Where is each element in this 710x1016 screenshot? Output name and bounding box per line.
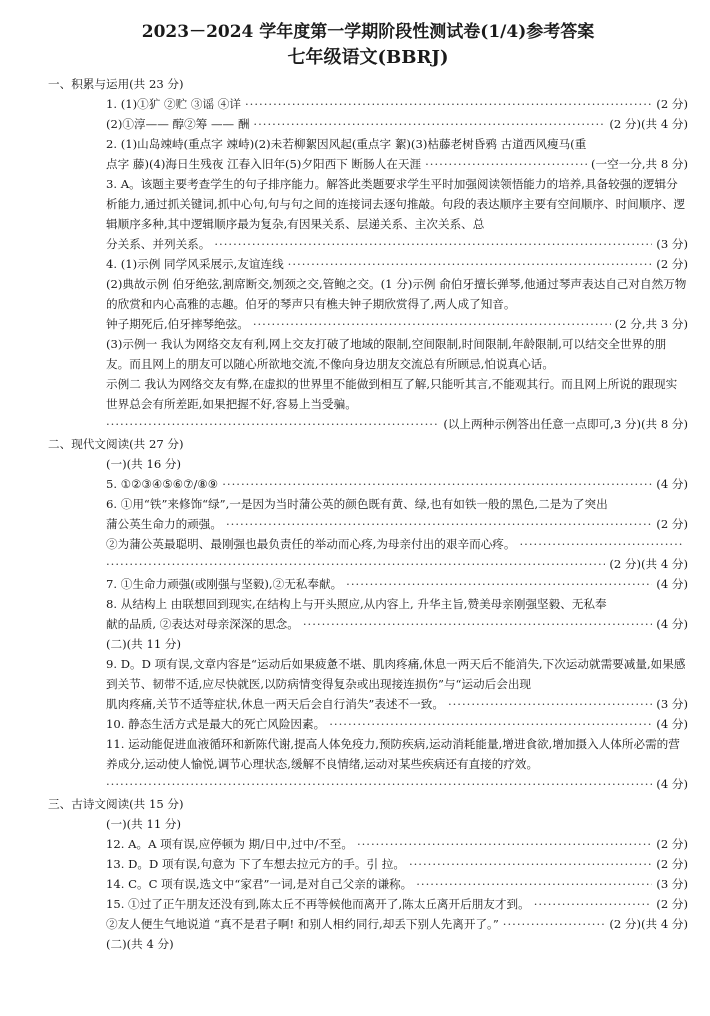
answer-q2-line1: 2. (1)山岛竦峙(重点字 竦峙)(2)未若柳絮因风起(重点字 絮)(3)枯藤老树昏鸦 古道西风瘦马(重	[106, 137, 587, 151]
answer-q9-text: 9. D。D 项有误,文章内容是“运动后如果疲惫不堪、肌肉疼痛,休息一两天后不能消失,下次运动就需要减量,如果感到关节、韧带不适,应尽快就医,以防病情变得复杂或出现接连损伤”与“运动后会出现	[106, 657, 686, 691]
answer-text: 1. (1)①犷 ②贮 ③谣 ④详	[106, 97, 241, 111]
answer-text: ②友人便生气地说道 “真不是君子啊! 和别人相约同行,却丢下别人先离开了。”	[106, 917, 499, 931]
section-heading-1: 一、积累与运用(共 23 分)	[48, 77, 184, 91]
answer-text: 4. (1)示例 同学风采展示,友谊连线	[106, 257, 284, 271]
score-label: (2 分)(共 4 分)	[609, 557, 688, 571]
score-label: (2 分)	[656, 257, 688, 271]
answer-q3-last	[106, 234, 688, 254]
leader-dots	[222, 474, 652, 494]
leader-dots	[534, 894, 653, 914]
answer-q15-part2	[106, 914, 688, 934]
answer-q1-part1	[106, 94, 688, 114]
score-label: (4 分)	[656, 477, 688, 491]
leader-dots	[226, 514, 652, 534]
score-label: (3 分)	[656, 237, 688, 251]
answer-q5	[106, 474, 688, 494]
score-label: (3 分)	[656, 877, 688, 891]
answer-q4-part2-last	[106, 314, 688, 334]
answer-q9-last	[106, 694, 688, 714]
answer-text: 蒲公英生命力的顽强。	[106, 517, 222, 531]
section-heading-2: 二、现代文阅读(共 27 分)	[48, 437, 184, 451]
section-heading-3: 三、古诗文阅读(共 15 分)	[48, 797, 184, 811]
answer-text: 7. ①生命力顽强(或刚强与坚毅),②无私奉献。	[106, 577, 343, 591]
answer-q2-line2	[106, 154, 688, 174]
answer-q12	[106, 834, 688, 854]
leader-dots	[448, 694, 652, 714]
score-label: (2 分,共 3 分)	[614, 317, 688, 331]
leader-dots	[357, 834, 652, 854]
answer-q6-text: 6. ①用“铁”来修饰“绿”,一是因为当时蒲公英的颜色既有黄、绿,也有如铁一般的黑色,二是为了突出	[106, 497, 608, 511]
answer-q3-text: 3. A。该题主要考查学生的句子排序能力。解答此类题要求学生平时加强阅读领悟能力的培养,具备较强的逻辑分析能力,通过抓关键词,抓中心句,句与句之间的连接词去逐句推敲。句段的表达顺序主要有空间顺序、时间顺序、逻辑顺序多种,其中逻辑顺序最为复杂,有因果关系、层递关系、主次关系、总	[106, 177, 686, 231]
answer-q6-last	[106, 514, 688, 534]
leader-dots	[519, 534, 684, 554]
answer-text: 分关系、并列关系。	[106, 237, 211, 251]
subsection-heading: (一)(共 16 分)	[106, 457, 181, 471]
subsection-heading: (一)(共 11 分)	[106, 817, 181, 831]
answer-q4-part3-example2: 示例二 我认为网络交友有弊,在虚拟的世界里不能做到相互了解,只能听其言,不能观其行。而且网上所说的跟现实世界总会有所差距,如果把握不好,容易上当受骗。	[106, 377, 678, 411]
leader-dots	[503, 914, 606, 934]
subsection-heading: (二)(共 11 分)	[106, 637, 181, 651]
answer-text: 12. A。A 项有误,应停顿为 期/日中,过中/不至。	[106, 837, 353, 851]
score-label: (3 分)	[656, 697, 688, 711]
leader-dots	[329, 714, 652, 734]
leader-dots	[303, 614, 652, 634]
leader-dots	[416, 874, 652, 894]
answer-text: 13. D。D 项有误,句意为 下了车想去拉元方的手。引 拉。	[106, 857, 405, 871]
answer-q4-part3-example1: (3)示例一 我认为网络交友有利,网上交友打破了地域的限制,空间限制,时间限制,年龄限制,可以结交全世界的朋友。而且网上的朋友可以随心所欲地交流,不像向身边朋友交流总有所顾忌,怕说真心话。	[106, 337, 667, 371]
answer-q6-part2	[106, 534, 688, 554]
score-label: (2 分)	[656, 837, 688, 851]
answer-text: 献的品质, ②表达对母亲深深的思念。	[106, 617, 299, 631]
answer-q11-score	[106, 774, 688, 794]
leader-dots	[106, 554, 605, 574]
answer-text: 点字 藤)(4)海日生残夜 江春入旧年(5)夕阳西下 断肠人在天涯	[106, 157, 422, 171]
score-label: (2 分)	[656, 897, 688, 911]
answer-text: 肌肉疼痛,关节不适等症状,休息一两天后会自行消失”表述不一致。	[106, 697, 444, 711]
answer-q4-part3-score	[106, 414, 688, 434]
score-label: (2 分)	[656, 97, 688, 111]
leader-dots	[214, 234, 652, 254]
answer-text: ②为蒲公英最聪明、最刚强也最负责任的举动而心疼,为母亲付出的艰辛而心疼。	[106, 537, 516, 551]
page-title: 2023－2024 学年度第一学期阶段性测试卷(1/4)参考答案	[141, 22, 595, 42]
answer-text: 10. 静态生活方式是最大的死亡风险因素。	[106, 717, 326, 731]
score-label: (2 分)	[656, 857, 688, 871]
leader-dots	[106, 414, 439, 434]
answer-q13	[106, 854, 688, 874]
answer-q8-last	[106, 614, 688, 634]
answer-q7	[106, 574, 688, 594]
answer-q15-part1	[106, 894, 688, 914]
answer-q6-part2-score	[106, 554, 688, 574]
answer-q11-text: 11. 运动能促进血液循环和新陈代谢,提高人体免疫力,预防疾病,运动消耗能量,增进食欲,增加摄入人体所必需的营养成分,运动使人愉悦,调节心理状态,缓解不良情绪,运动对某些疾病还有直接的疗效。	[106, 737, 680, 771]
score-label: (4 分)	[656, 617, 688, 631]
leader-dots	[425, 154, 587, 174]
answer-q4-part2-text: (2)典故示例 伯牙绝弦,割席断交,刎颈之交,管鲍之交。(1 分)示例 俞伯牙擅长弹琴,他通过琴声表达自己对自然万物的欣赏和内心高雅的志趣。伯牙的琴声只有樵夫钟子期欣赏得了,两人成了知音。	[106, 277, 687, 311]
score-label: (2 分)(共 4 分)	[609, 917, 688, 931]
leader-dots	[245, 94, 652, 114]
score-label: (4 分)	[656, 717, 688, 731]
answer-text: 钟子期死后,伯牙摔琴绝弦。	[106, 317, 249, 331]
answer-text: 15. ①过了正午朋友还没有到,陈太丘不再等候他而离开了,陈太丘离开后朋友才到。	[106, 897, 530, 911]
answer-text: 5. ①②③④⑤⑥⑦/⑧⑨	[106, 477, 219, 491]
answer-text: 14. C。C 项有误,选文中“家君”一词,是对自己父亲的谦称。	[106, 877, 413, 891]
leader-dots	[346, 574, 652, 594]
answer-text: (2)①淳—— 醇②筹 —— 酬	[106, 117, 250, 131]
leader-dots	[253, 114, 605, 134]
answer-q1-part2	[106, 114, 688, 134]
answer-q10	[106, 714, 688, 734]
answer-q8-text: 8. 从结构上 由联想回到现实,在结构上与开头照应,从内容上, 升华主旨,赞美母亲刚强坚毅、无私奉	[106, 597, 607, 611]
answer-q4-part1	[106, 254, 688, 274]
score-label: (以上两种示例答出任意一点即可,3 分)(共 8 分)	[443, 417, 688, 431]
subsection-heading: (二)(共 4 分)	[106, 937, 174, 951]
score-label: (一空一分,共 8 分)	[590, 157, 688, 171]
answer-q14	[106, 874, 688, 894]
score-label: (2 分)(共 4 分)	[609, 117, 688, 131]
leader-dots	[253, 314, 611, 334]
score-label: (4 分)	[656, 777, 688, 791]
leader-dots	[288, 254, 653, 274]
score-label: (2 分)	[656, 517, 688, 531]
page-subtitle: 七年级语文(BBRJ)	[287, 47, 449, 68]
leader-dots	[409, 854, 652, 874]
leader-dots	[106, 774, 652, 794]
score-label: (4 分)	[656, 577, 688, 591]
